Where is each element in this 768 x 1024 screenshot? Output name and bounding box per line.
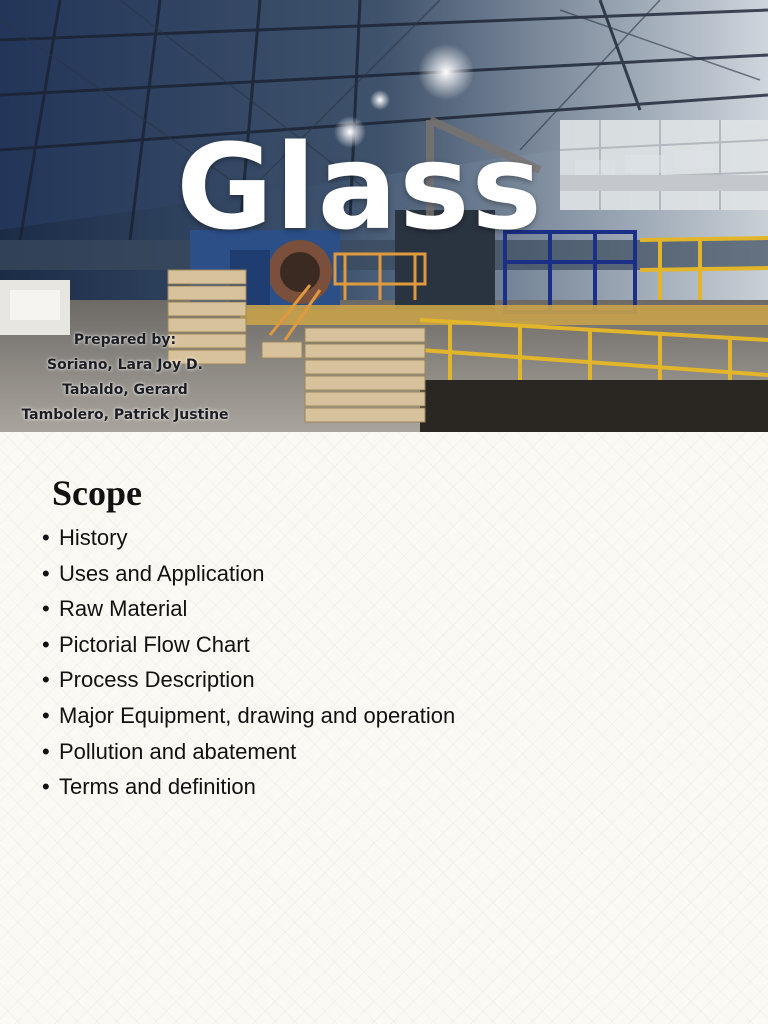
scope-item-label: History bbox=[59, 525, 128, 550]
scope-item-label: Process Description bbox=[59, 667, 255, 693]
scope-item-label: Pictorial Flow Chart bbox=[59, 631, 250, 657]
scope-item bbox=[42, 769, 455, 805]
scope-item-label: Terms and definition bbox=[59, 774, 256, 800]
scope-item bbox=[42, 520, 455, 556]
credits-author: Tabaldo, Gerard bbox=[62, 382, 188, 398]
bullet-icon: • bbox=[42, 667, 50, 693]
bullet-icon: • bbox=[42, 702, 50, 728]
title-slide bbox=[0, 0, 768, 432]
slide-title: Glass bbox=[176, 118, 544, 256]
scope-item-label: Uses and Application bbox=[59, 560, 265, 586]
scope-item bbox=[42, 662, 455, 698]
scope-item bbox=[42, 698, 455, 734]
scope-item-label: Major Equipment, drawing and operation bbox=[59, 702, 456, 728]
bullet-icon: • bbox=[42, 560, 50, 586]
credits-label: Prepared by: bbox=[73, 332, 177, 348]
scope-item-label: Pollution and abatement bbox=[59, 738, 297, 764]
credits-author: Tambolero, Patrick Justine bbox=[21, 407, 229, 423]
bullet-icon: • bbox=[42, 774, 50, 800]
scope-item bbox=[42, 591, 455, 627]
scope-item bbox=[42, 734, 455, 770]
bullet-icon: • bbox=[42, 525, 50, 550]
scope-heading: Scope bbox=[52, 473, 142, 513]
bullet-icon: • bbox=[42, 738, 50, 764]
scope-slide bbox=[0, 432, 768, 1024]
bullet-icon: • bbox=[42, 596, 50, 622]
scope-item bbox=[42, 627, 455, 663]
scope-item bbox=[42, 556, 455, 592]
credits-block bbox=[0, 328, 250, 428]
scope-item-label: Raw Material bbox=[59, 596, 188, 622]
credits-author: Soriano, Lara Joy D. bbox=[47, 357, 203, 373]
bullet-icon: • bbox=[42, 631, 50, 657]
scope-list bbox=[42, 520, 455, 805]
